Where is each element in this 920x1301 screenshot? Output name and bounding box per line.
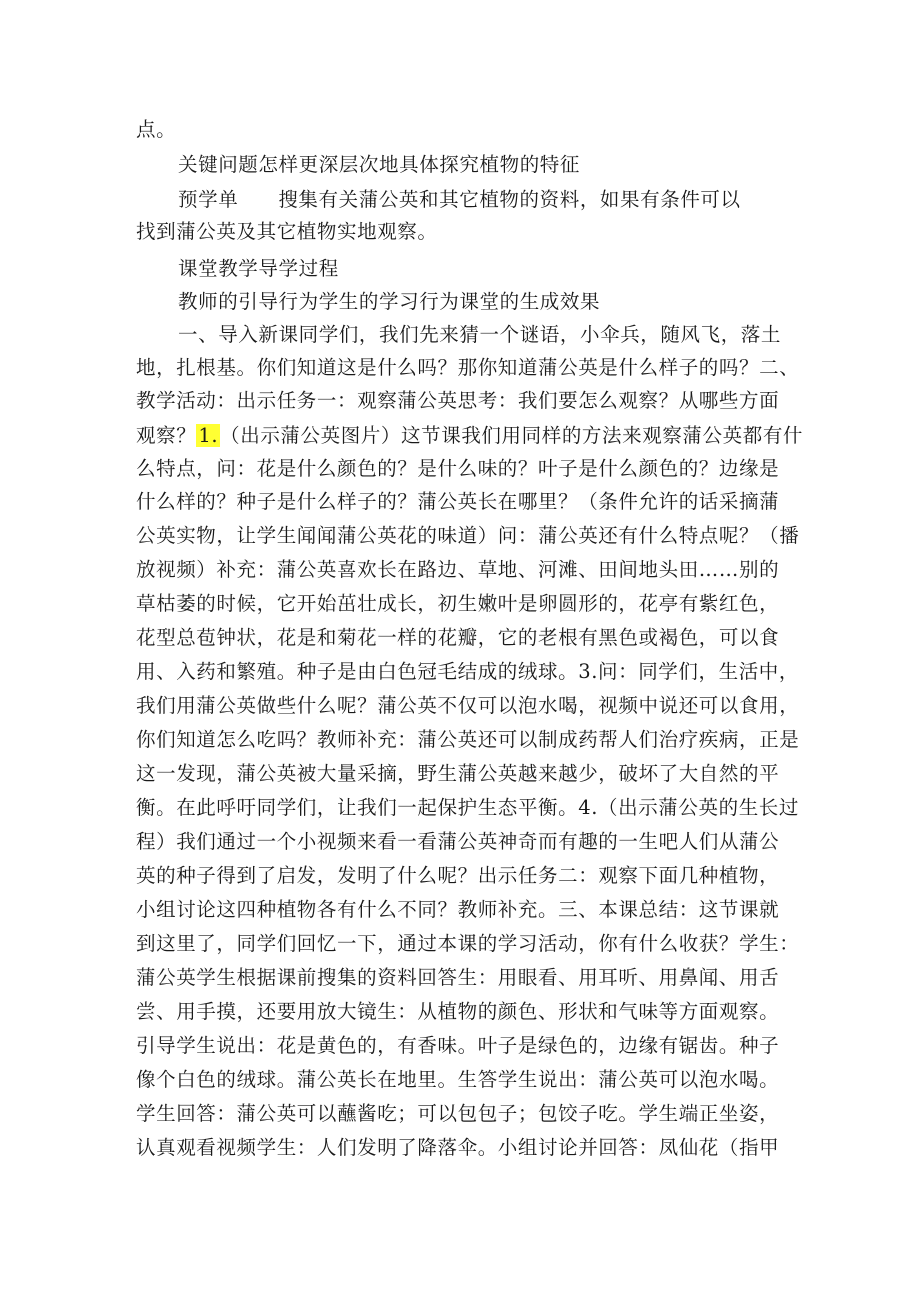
paragraph-line: 程）我们通过一个小视频来看一看蒲公英神奇而有趣的一生吧人们从蒲公 xyxy=(136,830,780,853)
key-question-line: 关键问题怎样更深层次地具体探究植物的特征 xyxy=(178,153,581,176)
table-header-line: 教师的引导行为学生的学习行为课堂的生成效果 xyxy=(178,290,601,313)
paragraph-line: 这一发现，蒲公英被大量采摘，野生蒲公英越来越少，破坏了大自然的平 xyxy=(136,762,780,785)
paragraph-line: 教学活动：出示任务一：观察蒲公英思考：我们要怎么观察？从哪些方面 xyxy=(136,389,780,412)
paragraph-text: 观察？ xyxy=(136,424,197,447)
paragraph-line: 一、导入新课同学们，我们先来猜一个谜语，小伞兵，随风飞，落土 xyxy=(178,323,782,346)
paragraph-line: 到这里了，同学们回忆一下，通过本课的学习活动，你有什么收获？学生： xyxy=(136,932,800,955)
paragraph-line: 认真观看视频学生：人们发明了降落伞。小组讨论并回答：凤仙花（指甲 xyxy=(136,1136,780,1159)
paragraph-line: 草枯萎的时候，它开始茁壮成长，初生嫩叶是卵圆形的，花亭有紫红色， xyxy=(136,592,780,615)
pre-study-label: 预学单 xyxy=(178,188,239,211)
paragraph-line: 公英实物，让学生闻闻蒲公英花的味道）问：蒲公英还有什么特点呢？（播 xyxy=(136,524,800,547)
pre-study-line xyxy=(178,188,838,212)
paragraph-line: 什么样的？种子是什么样子的？蒲公英长在哪里？（条件允许的话采摘蒲 xyxy=(136,490,780,513)
pre-study-text: 搜集有关蒲公英和其它植物的资料，如果有条件可以 xyxy=(278,188,741,211)
text-line: 点。 xyxy=(136,118,177,141)
paragraph-line: 英的种子得到了启发，发明了什么呢？出示任务二：观察下面几种植物， xyxy=(136,864,780,887)
paragraph-line: 引导学生说出：花是黄色的，有香味。叶子是绿色的，边缘有锯齿。种子 xyxy=(136,1034,780,1057)
paragraph-line: 么特点，问：花是什么颜色的？是什么味的？叶子是什么颜色的？边缘是 xyxy=(136,457,780,480)
paragraph-line: 蒲公英学生根据课前搜集的资料回答生：用眼看、用耳听、用鼻闻、用舌 xyxy=(136,966,780,989)
paragraph-line: 放视频）补充：蒲公英喜欢长在路边、草地、河滩、田间地头田……别的 xyxy=(136,558,780,581)
paragraph-line: 衡。在此呼吁同学们，让我们一起保护生态平衡。4.（出示蒲公英的生长过 xyxy=(136,796,800,819)
paragraph-line: 我们用蒲公英做些什么呢？蒲公英不仅可以泡水喝，视频中说还可以食用， xyxy=(136,694,800,717)
paragraph-line: 你们知道怎么吃吗？教师补充：蒲公英还可以制成药帮人们治疗疾病，正是 xyxy=(136,728,800,751)
paragraph-line: 像个白色的绒球。蒲公英长在地里。生答学生说出：蒲公英可以泡水喝。 xyxy=(136,1068,780,1091)
paragraph-line: 花型总苞钟状，花是和菊花一样的花瓣，它的老根有黑色或褐色，可以食 xyxy=(136,626,780,649)
paragraph-text: （出示蒲公英图片）这节课我们用同样的方法来观察蒲公英都有什 xyxy=(220,424,804,447)
paragraph-line: 尝、用手摸，还要用放大镜生：从植物的颜色、形状和气味等方面观察。 xyxy=(136,1000,780,1023)
paragraph-line: 小组讨论这四种植物各有什么不同？教师补充。三、本课总结：这节课就 xyxy=(136,898,780,921)
text-line: 找到蒲公英及其它植物实地观察。 xyxy=(136,220,438,243)
paragraph-line: 学生回答：蒲公英可以蘸酱吃；可以包包子；包饺子吃。学生端正坐姿， xyxy=(136,1102,780,1125)
paragraph-line: 用、入药和繁殖。种子是由白色冠毛结成的绒球。3.问：同学们，生活中， xyxy=(136,660,800,683)
paragraph-line xyxy=(136,424,804,448)
section-heading: 课堂教学导学过程 xyxy=(178,257,339,280)
highlighted-number: 1. xyxy=(198,424,219,447)
paragraph-line: 地，扎根基。你们知道这是什么吗？那你知道蒲公英是什么样子的吗？二、 xyxy=(136,356,800,379)
